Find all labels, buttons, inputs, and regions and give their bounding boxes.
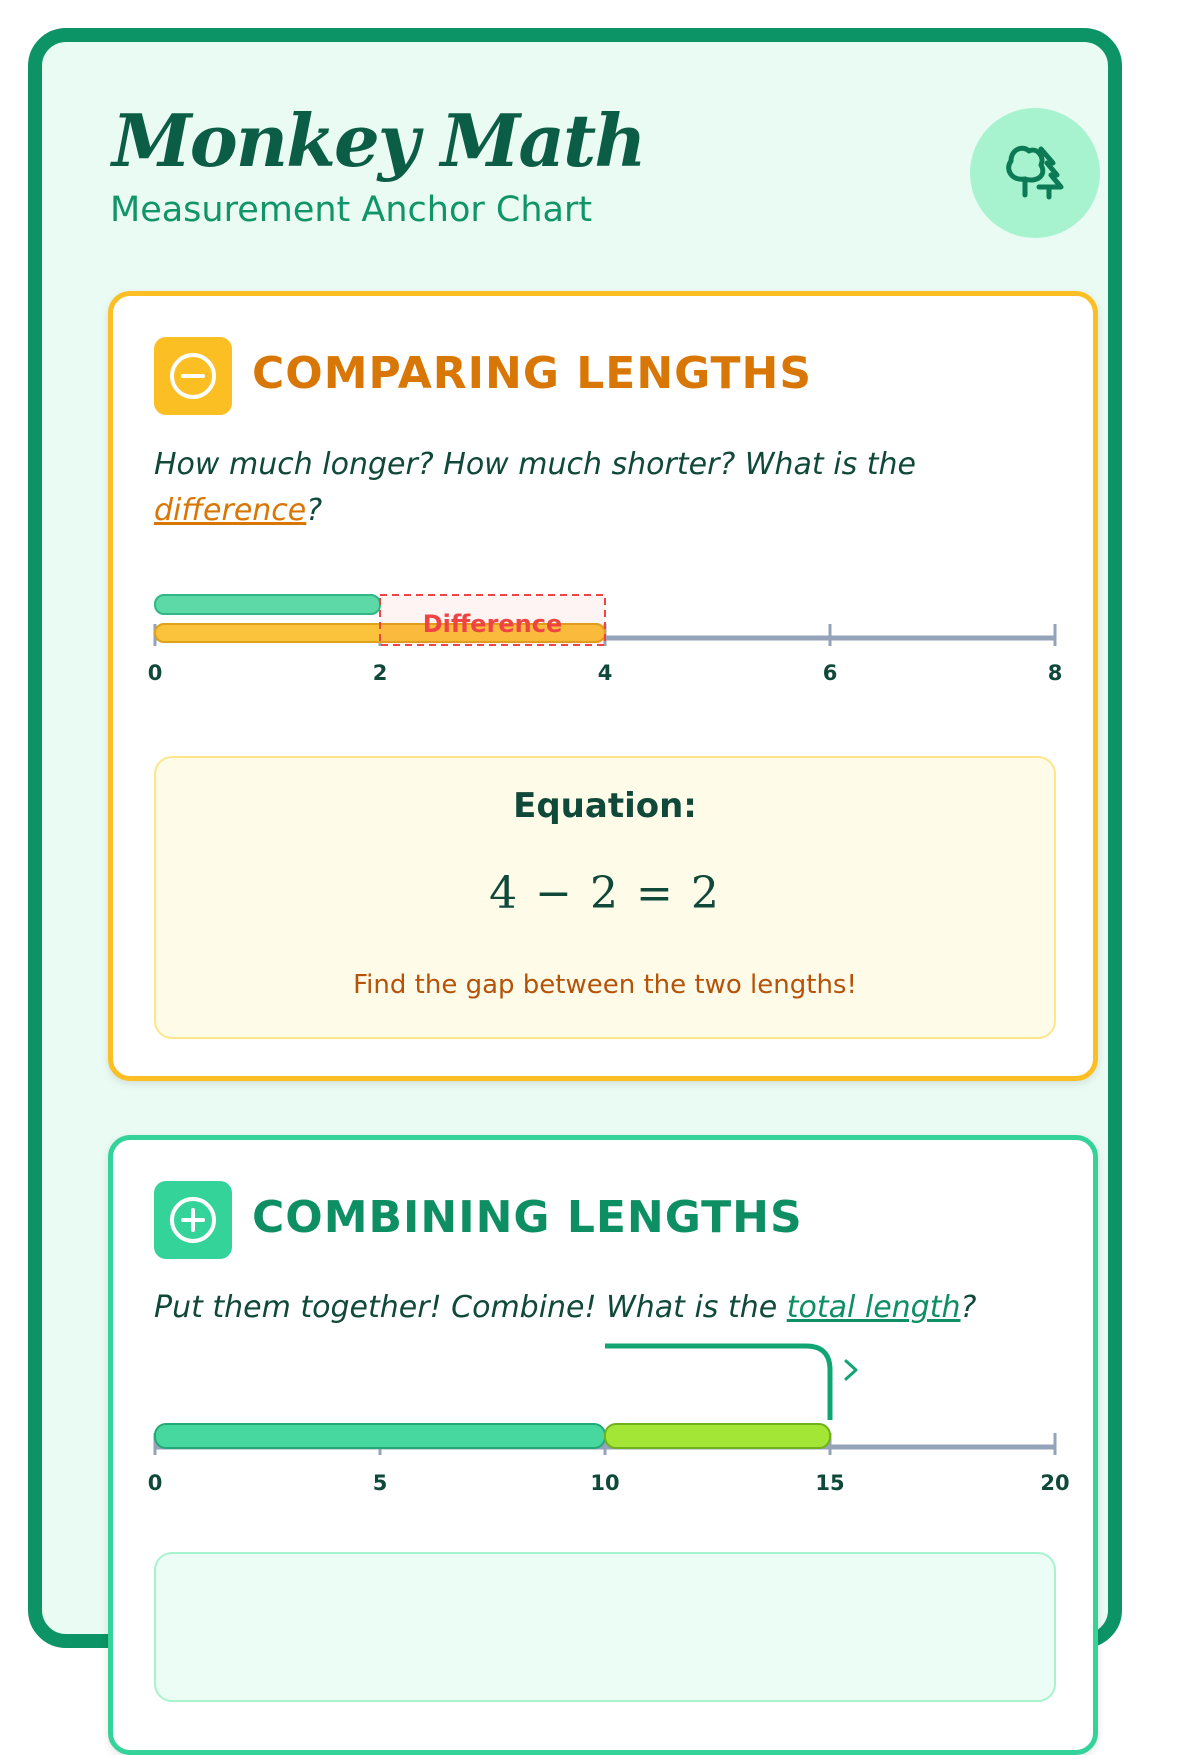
tick-label: 15: [815, 1471, 845, 1495]
difference-label: Difference: [422, 610, 563, 638]
comparing-prompt: [154, 442, 954, 534]
combining-lengths-card: [108, 1135, 1098, 1755]
combine-arrow: [605, 1346, 830, 1420]
comparing-keyword: difference: [154, 493, 307, 528]
comparing-prompt-end: ?: [306, 493, 323, 528]
plus-circle-icon: [168, 1195, 218, 1245]
combining-keyword: total length: [786, 1290, 961, 1325]
second-length-bar: [605, 1424, 830, 1448]
combining-prompt-text: Put them together! Combine! What is the: [154, 1290, 787, 1325]
shorter-length-bar: [155, 595, 380, 614]
page-title: Monkey Math: [112, 98, 645, 183]
combining-number-line: [113, 1330, 1103, 1500]
comparing-number-line: [113, 576, 1103, 706]
combining-equation-box: [154, 1552, 1056, 1702]
tick-label: 4: [597, 661, 613, 685]
tick-label: 20: [1040, 1471, 1070, 1495]
equation-text: 4 − 2 = 2: [489, 868, 721, 919]
page-subtitle: Measurement Anchor Chart: [110, 190, 593, 230]
combining-prompt: [154, 1285, 1034, 1331]
minus-circle-icon: [168, 351, 218, 401]
anchor-chart-frame: [28, 28, 1122, 1648]
comparing-lengths-card: [108, 291, 1098, 1081]
tick-label: 6: [822, 661, 838, 685]
tick-label: 0: [147, 1471, 163, 1495]
tick-label: 10: [590, 1471, 620, 1495]
combining-prompt-end: ?: [960, 1290, 977, 1325]
trees-icon: [995, 133, 1075, 213]
equation-label: Equation:: [513, 786, 697, 826]
minus-circle-badge: [154, 337, 232, 415]
tick-label: 5: [372, 1471, 388, 1495]
first-length-bar: [155, 1424, 605, 1448]
combining-title: COMBINING LENGTHS: [252, 1192, 803, 1243]
trees-badge: [970, 108, 1100, 238]
plus-circle-badge: [154, 1181, 232, 1259]
chevron-right-icon: [846, 1361, 856, 1379]
tick-label: 0: [147, 661, 163, 685]
equation-note: Find the gap between the two lengths!: [353, 970, 857, 1000]
tick-label: 2: [372, 661, 388, 685]
comparing-prompt-text: How much longer? How much shorter? What is the: [154, 447, 916, 482]
tick-label: 8: [1047, 661, 1063, 685]
comparing-title: COMPARING LENGTHS: [252, 348, 813, 399]
comparing-equation-box: [154, 756, 1056, 1039]
